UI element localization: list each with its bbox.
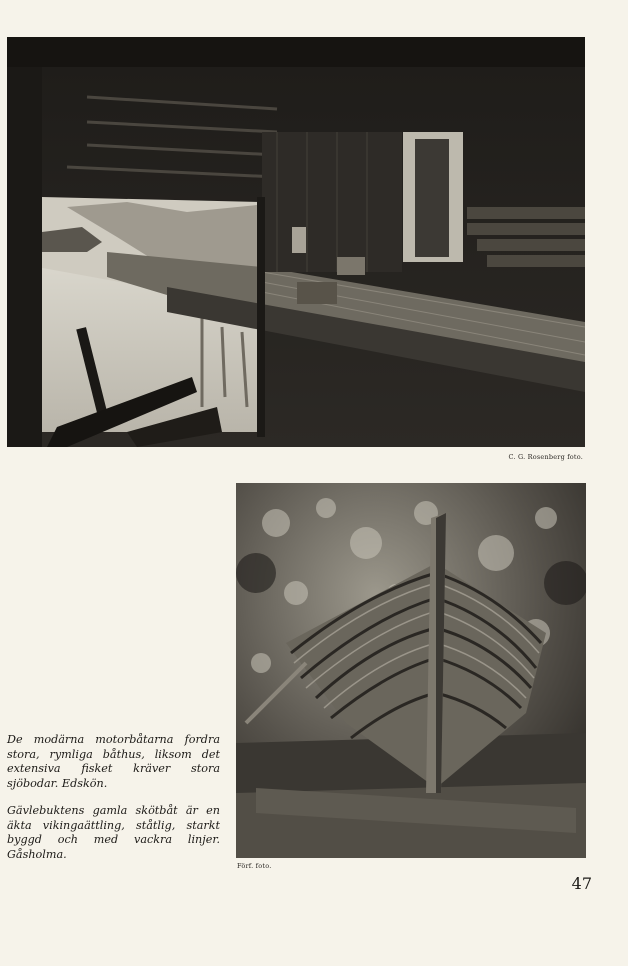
bottom-photo-credit: Förf. foto. [237, 862, 272, 870]
page-number: 47 [571, 874, 592, 893]
boathouse-caption: De modärna motorbåtarna fordra stora, rymliga båthus, liksom det extensiva fisket kräver stora sjöbodar. Edskön. [7, 733, 220, 790]
fishing-boat-caption: Gävlebuktens gamla skötbåt är en äkta vikingaättling, ståtlig, starkt byggd och med vackra linjer. Gåsholma. [7, 804, 220, 861]
fishing-boat-photo [236, 483, 586, 858]
boathouse-photo [7, 37, 585, 447]
top-photo-credit: C. G. Rosenberg foto. [508, 453, 583, 461]
